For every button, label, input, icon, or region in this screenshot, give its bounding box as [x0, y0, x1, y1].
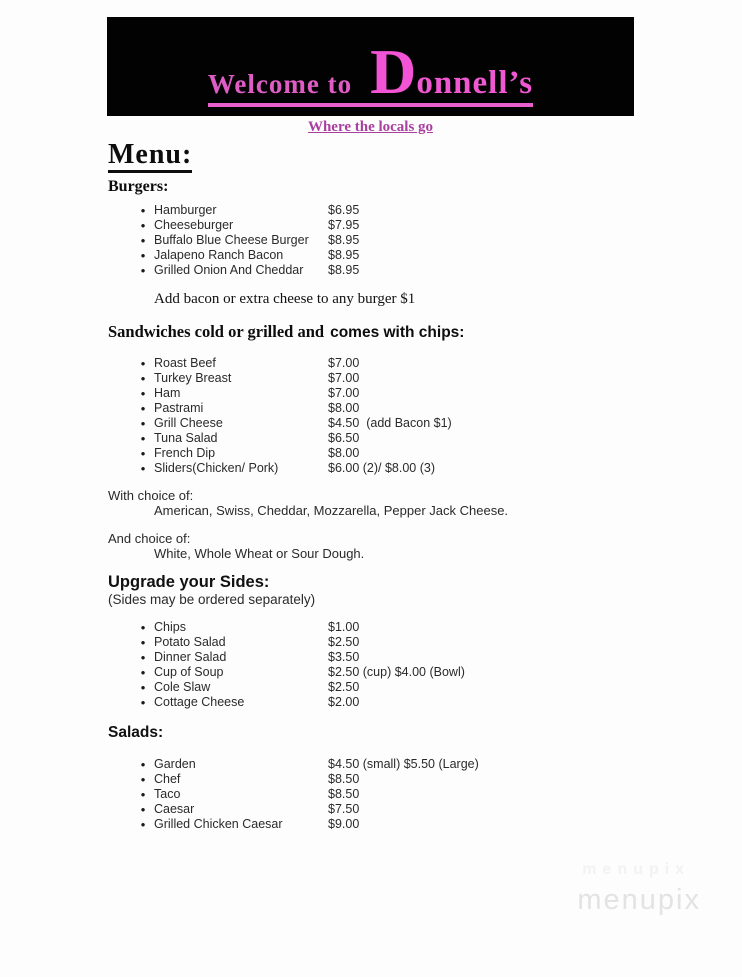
menu-item-row [108, 802, 628, 817]
item-name: Roast Beef [154, 356, 216, 371]
menu-content [108, 136, 628, 832]
item-price: $1.00 [328, 620, 360, 635]
sides-subnote: (Sides may be ordered separately) [108, 592, 316, 608]
bullet-icon [132, 461, 154, 476]
burgers-heading: Burgers: [108, 178, 169, 196]
sandwiches-heading-serif: Sandwiches cold or grilled and [108, 322, 325, 342]
item-name: Grilled Onion And Cheddar [154, 263, 304, 278]
menu-item-row [108, 218, 628, 233]
bullet-icon [132, 757, 154, 772]
bullet-icon [132, 695, 154, 710]
item-price: $8.95 [328, 233, 360, 248]
menu-item-row [108, 203, 628, 218]
item-price: $4.50 (small) $5.50 (Large) [328, 757, 479, 772]
menu-item-row [108, 772, 628, 787]
bullet-icon [132, 203, 154, 218]
item-price: $8.50 [328, 787, 360, 802]
item-name: French Dip [154, 446, 216, 461]
bread-choice-value: White, Whole Wheat or Sour Dough. [154, 546, 365, 562]
item-name: Grilled Chicken Caesar [154, 817, 283, 832]
item-price: $7.95 [328, 218, 360, 233]
menu-item-row [108, 371, 628, 386]
item-name: Cole Slaw [154, 680, 211, 695]
item-price: $8.50 [328, 772, 360, 787]
menupix-watermark: menupix [577, 884, 701, 916]
item-name: Dinner Salad [154, 650, 227, 665]
item-price: $8.00 [328, 446, 360, 461]
item-price: $9.00 [328, 817, 360, 832]
menu-item-row [108, 248, 628, 263]
item-name: Pastrami [154, 401, 204, 416]
burgers-section [108, 178, 628, 308]
bullet-icon [132, 772, 154, 787]
menu-item-row [108, 787, 628, 802]
menu-item-row [108, 233, 628, 248]
burgers-list [108, 203, 628, 278]
item-name: Cottage Cheese [154, 695, 245, 710]
bullet-icon [132, 787, 154, 802]
bullet-icon [132, 356, 154, 371]
brand-name: onnell’s [416, 65, 534, 101]
item-name: Chef [154, 772, 181, 787]
menupix-watermark-ghost: menupix [582, 861, 690, 878]
bullet-icon [132, 817, 154, 832]
item-name: Ham [154, 386, 181, 401]
sides-list [108, 620, 628, 710]
item-price: $2.50 [328, 635, 360, 650]
page-title: Menu: [108, 140, 192, 173]
menu-item-row [108, 356, 628, 371]
menu-item-row [108, 757, 628, 772]
item-name: Potato Salad [154, 635, 226, 650]
item-price: $4.50 (add Bacon $1) [328, 416, 452, 431]
bullet-icon [132, 401, 154, 416]
bullet-icon [132, 416, 154, 431]
bullet-icon [132, 446, 154, 461]
item-price: $2.00 [328, 695, 360, 710]
item-price: $3.50 [328, 650, 360, 665]
menu-item-row [108, 401, 628, 416]
item-name: Caesar [154, 802, 195, 817]
salads-heading: Salads: [108, 724, 164, 742]
item-price: $8.00 [328, 401, 360, 416]
item-price: $7.00 [328, 386, 360, 401]
item-name: Tuna Salad [154, 431, 218, 446]
sandwiches-heading-sans: comes with chips: [330, 324, 465, 342]
bullet-icon [132, 431, 154, 446]
bullet-icon [132, 620, 154, 635]
item-name: Cup of Soup [154, 665, 224, 680]
item-price: $6.50 [328, 431, 360, 446]
bullet-icon [132, 680, 154, 695]
bullet-icon [132, 635, 154, 650]
menu-item-row [108, 680, 628, 695]
item-name: Taco [154, 787, 181, 802]
item-price: $8.95 [328, 263, 360, 278]
menu-item-row [108, 416, 628, 431]
menu-item-row [108, 386, 628, 401]
menu-item-row [108, 650, 628, 665]
item-name: Grill Cheese [154, 416, 223, 431]
cheese-choice-label: With choice of: [108, 488, 194, 504]
item-name: Sliders(Chicken/ Pork) [154, 461, 279, 476]
menu-item-row [108, 817, 628, 832]
cheese-choice-value: American, Swiss, Cheddar, Mozzarella, Pepper Jack Cheese. [154, 503, 509, 519]
item-name: Turkey Breast [154, 371, 232, 386]
bread-choice-label: And choice of: [108, 531, 191, 547]
bullet-icon [132, 218, 154, 233]
bullet-icon [132, 650, 154, 665]
menu-item-row [108, 431, 628, 446]
menu-item-row [108, 665, 628, 680]
tagline: Where the locals go [307, 119, 434, 135]
item-name: Buffalo Blue Cheese Burger [154, 233, 309, 248]
menu-item-row [108, 620, 628, 635]
menu-item-row [108, 635, 628, 650]
menu-item-row [108, 461, 628, 476]
brand-title [207, 36, 534, 107]
item-price: $7.00 [328, 356, 360, 371]
welcome-text: Welcome to [207, 69, 353, 99]
salads-section [108, 724, 628, 832]
item-price: $6.00 (2)/ $8.00 (3) [328, 461, 436, 476]
item-price: $8.95 [328, 248, 360, 263]
bullet-icon [132, 665, 154, 680]
item-price: $6.95 [328, 203, 360, 218]
bullet-icon [132, 248, 154, 263]
item-name: Jalapeno Ranch Bacon [154, 248, 284, 263]
header-banner [107, 17, 634, 116]
sandwiches-heading [108, 322, 628, 342]
item-price: $2.50 [328, 680, 360, 695]
bullet-icon [132, 263, 154, 278]
item-price: $7.00 [328, 371, 360, 386]
sides-heading: Upgrade your Sides: [108, 573, 270, 592]
sandwiches-section [108, 322, 628, 561]
menu-item-row [108, 695, 628, 710]
sides-section [108, 573, 628, 710]
item-name: Cheeseburger [154, 218, 234, 233]
bullet-icon [132, 371, 154, 386]
item-name: Garden [154, 757, 196, 772]
salads-list [108, 757, 628, 832]
menu-page [0, 17, 742, 977]
bullet-icon [132, 386, 154, 401]
bullet-icon [132, 233, 154, 248]
menu-item-row [108, 446, 628, 461]
menu-item-row [108, 263, 628, 278]
bullet-icon [132, 802, 154, 817]
burgers-note: Add bacon or extra cheese to any burger $1 [154, 291, 416, 308]
item-price: $2.50 (cup) $4.00 (Bowl) [328, 665, 465, 680]
brand-initial: D [370, 36, 417, 107]
item-name: Hamburger [154, 203, 217, 218]
item-name: Chips [154, 620, 186, 635]
item-price: $7.50 [328, 802, 360, 817]
sandwiches-list [108, 356, 628, 476]
